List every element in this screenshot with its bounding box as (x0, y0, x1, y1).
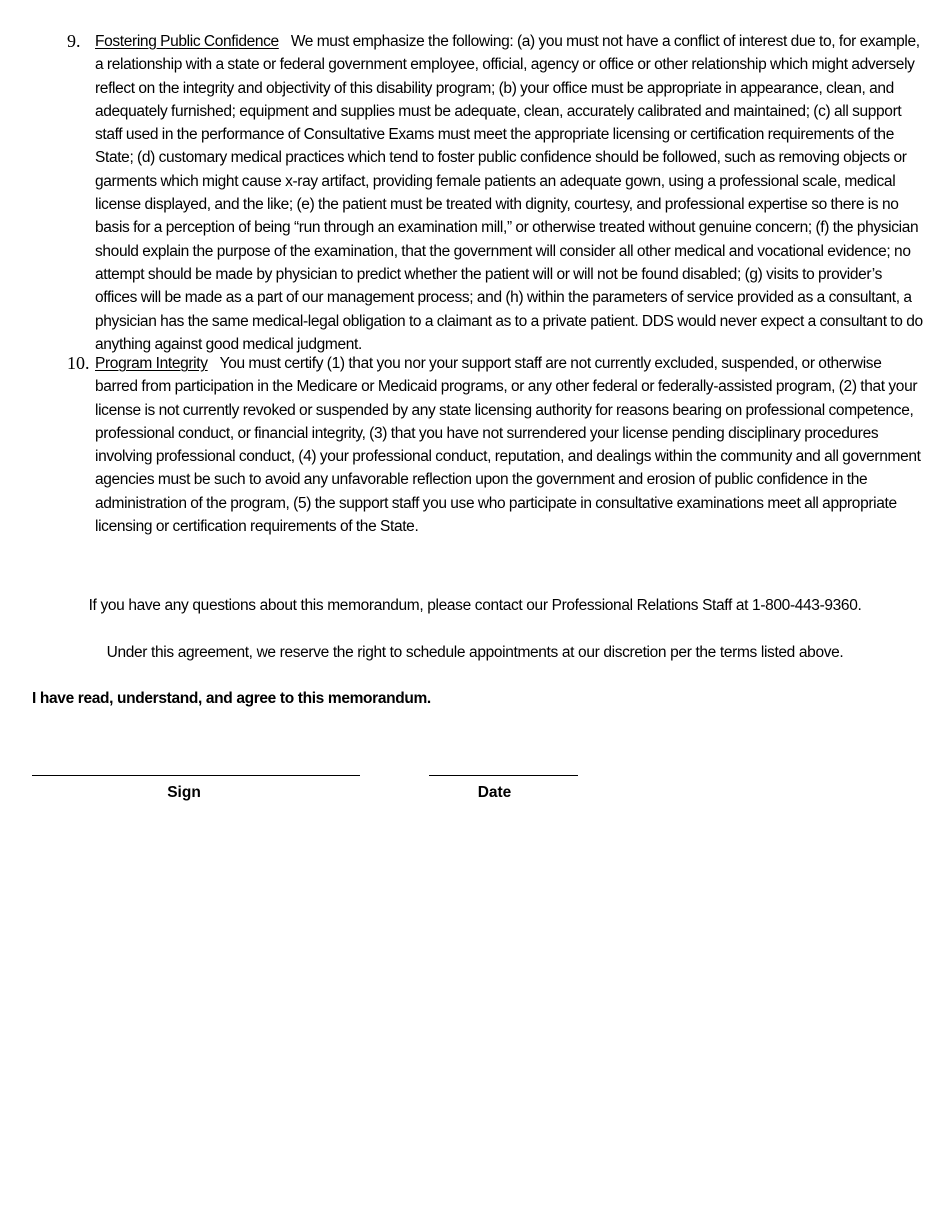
item-body (95, 30, 923, 356)
item-number: 10. (67, 353, 90, 373)
item-heading: Fostering Public Confidence (95, 33, 279, 50)
date-label: Date (477, 784, 512, 801)
acknowledgement-statement: I have read, understand, and agree to this memorandum. (32, 690, 431, 707)
sign-label: Sign (167, 784, 201, 801)
item-text: We must emphasize the following: (a) you must not have a conflict of interest due to, for example, a relationship with a state or federal government employee, official, agency or office or other relationship which might adversely reflect on the integrity and objectivity of this disability program; (b) your office must be appropriate in appearance, clean, and adequately furnished; equipment and supplies must be adequate, clean, accurately calibrated and maintained; (c) all support staff used in the performance of Consultative Exams must meet the appropriate licensing or certification requirements of the State; (d) customary medical practices which tend to foster public confidence should be followed, such as removing objects or garments which might cause x-ray artifact, providing female patients an adequate gown, using a professional scale, medical license displayed, and the like; (e) the patient must be treated with dignity, courtesy, and professional expertise so there is no basis for a perception of being “run through an examination mill,” or otherwise treated without genuine concern; (f) the physician should explain the purpose of the examination, that the government will consider all other medical and vocational evidence; no attempt should be made by physician to predict whether the patient will or will not be found disabled; (g) visits to provider’s offices will be made as a part of our management process; and (h) within the parameters of service provided as a consultant, a physician has the same medical-legal obligation to a claimant as to a private patient. DDS would never expect a consultant to do anything against good medical judgment. (95, 33, 923, 353)
item-number: 9. (67, 31, 81, 51)
item-heading: Program Integrity (95, 355, 208, 372)
date-line[interactable] (429, 775, 578, 776)
signature-line[interactable] (32, 775, 360, 776)
contact-statement: If you have any questions about this memorandum, please contact our Professional Relations Staff at 1-800-443-9360. (88, 597, 862, 614)
item-body (95, 352, 923, 538)
agreement-statement: Under this agreement, we reserve the right to schedule appointments at our discretion per the terms listed above. (106, 644, 844, 661)
item-text: You must certify (1) that you nor your support staff are not currently excluded, suspended, or otherwise barred from participation in the Medicare or Medicaid programs, or any other federal or federally-assisted program, (2) that your license is not currently revoked or suspended by any state licensing authority for reasons bearing on professional competence, professional conduct, or financial integrity, (3) that you have not surrendered your license pending disciplinary procedures involving professional conduct, (4) your professional conduct, reputation, and dealings within the community and all government agencies must be such to avoid any unfavorable reflection upon the government and erosion of public confidence in the administration of the program, (5) the support staff you use who participate in consultative examinations meet all appropriate licensing or certification requirements of the State. (95, 355, 921, 536)
